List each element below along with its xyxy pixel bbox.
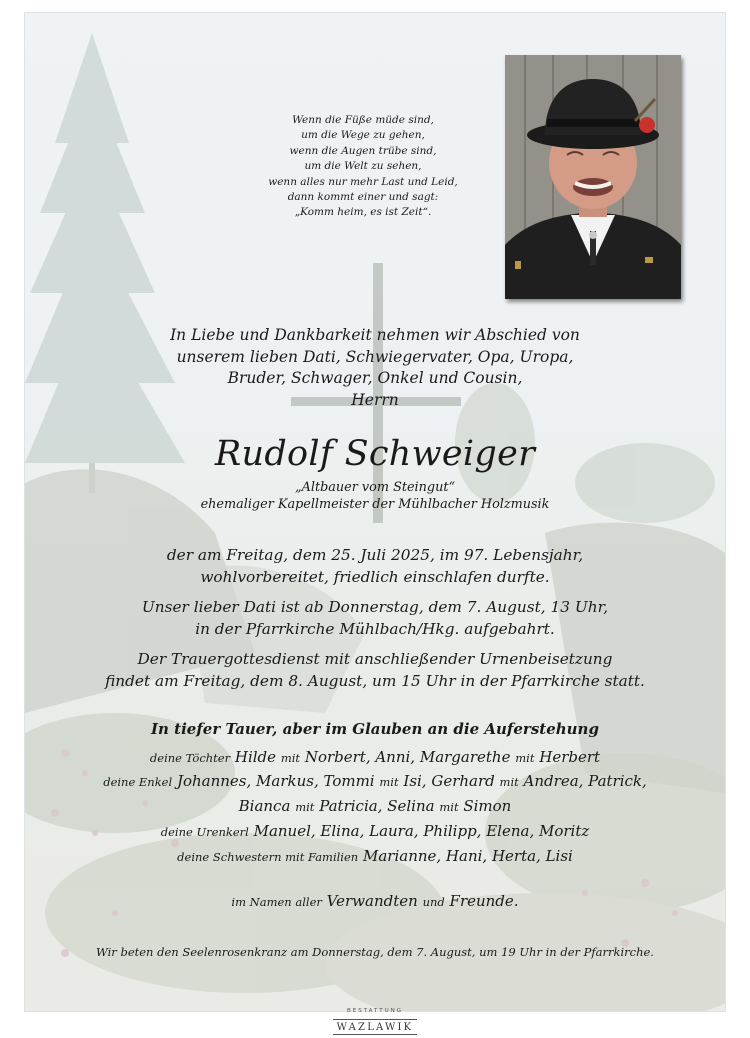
deceased-role: ehemaliger Kapellmeister der Mühlbacher Holzmusik	[200, 497, 550, 512]
intro-line: Herrn	[351, 390, 399, 409]
death-paragraph	[25, 545, 725, 588]
family-sisters	[25, 844, 725, 870]
closing-line	[25, 889, 725, 914]
deceased-nickname: „Altbauer vom Steingut“	[295, 480, 455, 495]
funeral-line: Der Trauergottesdienst mit anschließender Urnenbeisetzung	[137, 650, 613, 668]
family-connector: mit	[280, 751, 301, 765]
deceased-details	[25, 479, 725, 513]
logo-name: WAZLAWIK	[333, 1019, 418, 1035]
motto: In tiefer Tauer, aber im Glauben an die Auferstehung	[151, 720, 599, 738]
funeral-paragraph	[25, 649, 725, 692]
family-connector: mit	[439, 800, 459, 814]
portrait-photo	[505, 55, 681, 299]
family-grandchildren	[25, 769, 725, 795]
family-label: deine Töchter	[149, 751, 231, 765]
family-grandchildren-continued	[25, 794, 725, 820]
poem-line: „Komm heim, es ist Zeit“.	[294, 206, 432, 219]
family-names: Bianca	[238, 797, 291, 815]
parte-sheet	[24, 12, 726, 1012]
poem-line: dann kommt einer und sagt:	[287, 191, 439, 204]
family-names: Marianne, Hani, Herta, Lisi	[362, 847, 573, 865]
closing-word: Freunde.	[449, 892, 519, 910]
closing-connector: und	[422, 895, 445, 909]
family-names: Andrea, Patrick,	[523, 772, 647, 790]
family-names: Manuel, Elina, Laura, Philipp, Elena, Moritz	[253, 822, 590, 840]
family-names: Simon	[463, 797, 512, 815]
family-names: Norbert, Anni, Margarethe	[304, 748, 511, 766]
poem-line: Wenn die Füße müde sind,	[292, 114, 434, 126]
intro-line: Bruder, Schwager, Onkel und Cousin,	[227, 369, 523, 387]
family-names: Johannes, Markus, Tommi	[176, 772, 375, 790]
death-line: wohlvorbereitet, friedlich einschlafen durfte.	[200, 567, 550, 586]
funeral-line: findet am Freitag, dem 8. August, um 15 Uhr in der Pfarrkirche statt.	[105, 671, 645, 690]
poem-line: um die Wege zu gehen,	[301, 129, 425, 142]
funeral-home-logo	[0, 1008, 750, 1035]
family-names: Isi, Gerhard	[403, 772, 495, 790]
family-connector: mit	[295, 800, 315, 814]
poem-line: wenn alles nur mehr Last und Leid,	[268, 175, 458, 188]
intro-text	[25, 325, 725, 411]
family-connector: mit	[379, 775, 399, 789]
poem	[255, 113, 471, 221]
family-names: Herbert	[539, 748, 601, 766]
family-connector: mit	[499, 775, 519, 789]
rosary-notice: Wir beten den Seelenrosenkranz am Donnerstag, dem 7. August, um 19 Uhr in der Pfarrkirche.	[96, 945, 654, 959]
family-connector: mit	[515, 751, 535, 765]
poem-line: wenn die Augen trübe sind,	[289, 144, 437, 157]
family-great-grandchildren	[25, 819, 725, 845]
family-daughters	[25, 745, 725, 771]
closing-word: Verwandten	[326, 892, 418, 910]
death-line: der am Freitag, dem 25. Juli 2025, im 97. Lebensjahr,	[166, 546, 584, 564]
family-names: Patricia, Selina	[319, 797, 435, 815]
deceased-name: Rudolf Schweiger	[214, 434, 536, 474]
intro-line: unserem lieben Dati, Schwiegervater, Opa, Uropa,	[176, 347, 574, 366]
viewing-paragraph	[25, 597, 725, 640]
poem-line: um die Welt zu sehen,	[304, 160, 422, 173]
closing-prefix: im Namen aller	[231, 895, 322, 909]
viewing-line: Unser lieber Dati ist ab Donnerstag, dem 7. August, 13 Uhr,	[141, 598, 609, 616]
family-names: Hilde	[234, 748, 277, 766]
family-label: deine Schwestern mit Familien	[177, 850, 359, 864]
intro-line: In Liebe und Dankbarkeit nehmen wir Abschied von	[170, 326, 580, 344]
logo-subtitle: BESTATTUNG	[346, 1008, 404, 1014]
viewing-line: in der Pfarrkirche Mühlbach/Hkg. aufgebahrt.	[195, 619, 555, 638]
family-label: deine Enkel	[103, 775, 173, 789]
family-label: deine Urenkerl	[160, 825, 249, 839]
